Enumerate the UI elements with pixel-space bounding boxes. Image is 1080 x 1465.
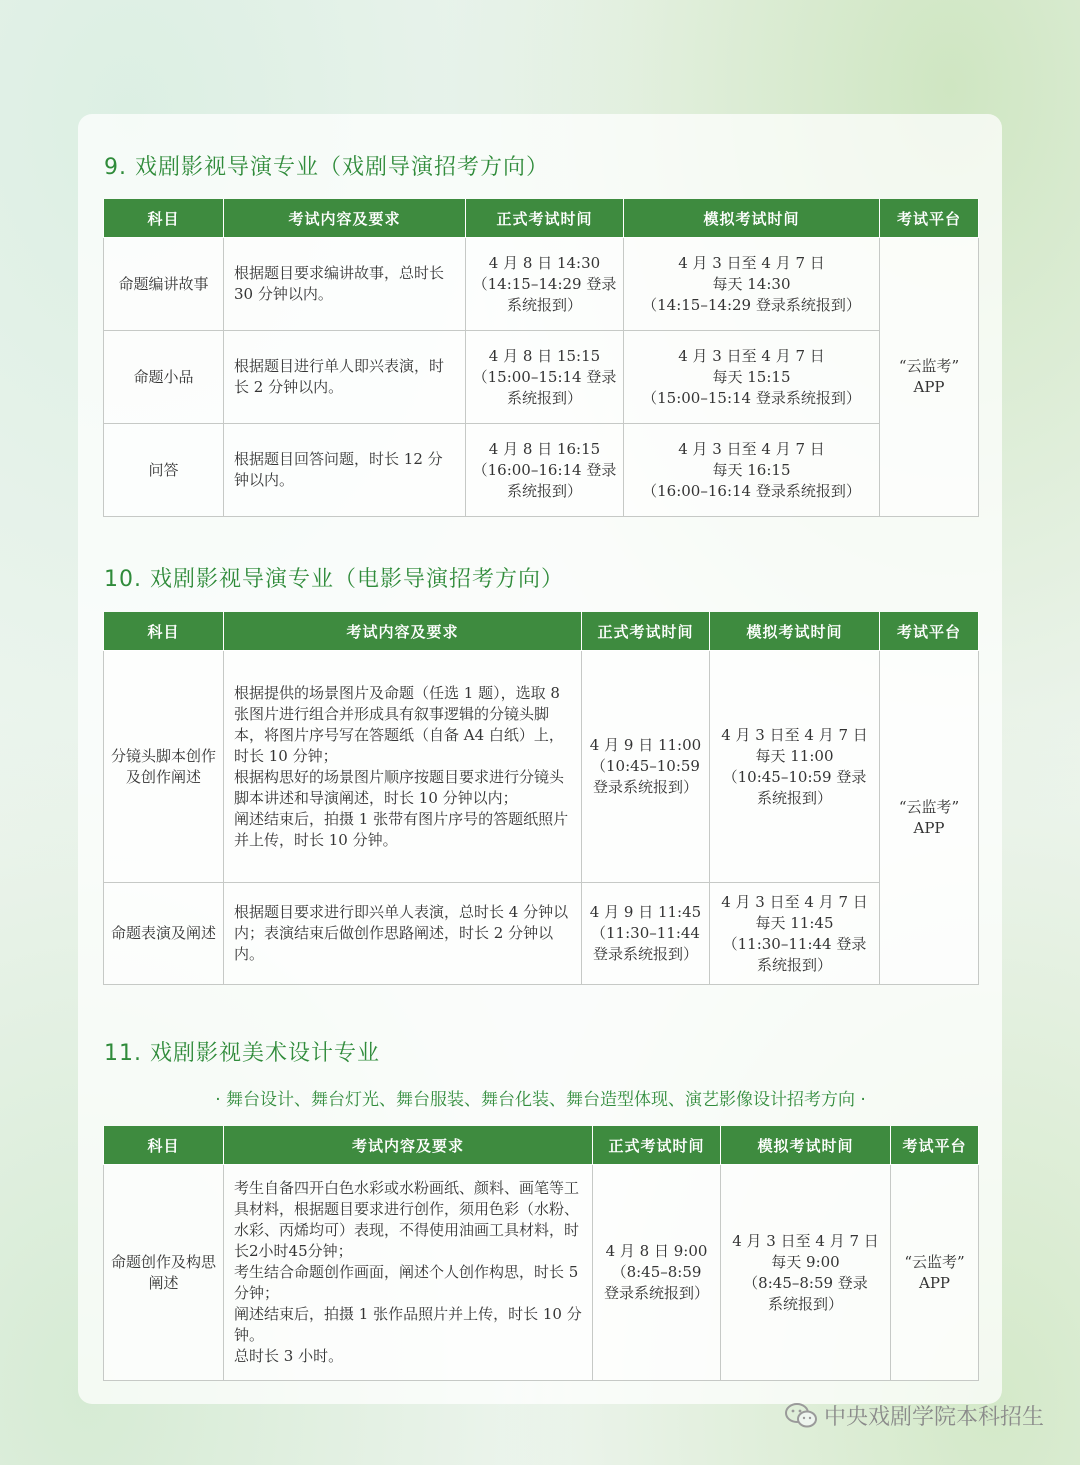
mock-time-cell: 4 月 3 日至 4 月 7 日 每天 14:30 （14:15–14:29 登录系统报到） xyxy=(624,238,880,331)
platform-cell: “云监考” APP xyxy=(880,238,979,517)
header-formal-time: 正式考试时间 xyxy=(466,199,624,238)
content-cell: 根据题目要求编讲故事，总时长 30 分钟以内。 xyxy=(224,238,466,331)
table-row xyxy=(104,651,979,883)
mock-time-cell: 4 月 3 日至 4 月 7 日 每天 11:45 （11:30–11:44 登录 系统报到） xyxy=(710,883,880,985)
subject-cell: 命题表演及阐述 xyxy=(104,883,224,985)
subject-cell: 命题小品 xyxy=(104,331,224,424)
formal-time-cell: 4 月 9 日 11:00 （10:45–10:59 登录系统报到） xyxy=(582,651,710,883)
table-header-row xyxy=(104,199,979,238)
subject-cell: 命题编讲故事 xyxy=(104,238,224,331)
subject-cell: 命题创作及构思阐述 xyxy=(104,1165,224,1381)
table-row xyxy=(104,883,979,985)
platform-cell: “云监考” APP xyxy=(891,1165,979,1381)
mock-time-cell: 4 月 3 日至 4 月 7 日 每天 16:15 （16:00–16:14 登录系统报到） xyxy=(624,424,880,517)
header-formal-time: 正式考试时间 xyxy=(582,612,710,651)
subject-cell: 分镜头脚本创作及创作阐述 xyxy=(104,651,224,883)
platform-cell: “云监考” APP xyxy=(880,651,979,985)
mock-time-cell: 4 月 3 日至 4 月 7 日 每天 15:15 （15:00–15:14 登录系统报到） xyxy=(624,331,880,424)
table-header-row xyxy=(104,1126,979,1165)
header-content: 考试内容及要求 xyxy=(224,199,466,238)
section-11-subtitle: · 舞台设计、舞台灯光、舞台服装、舞台化装、舞台造型体现、演艺影像设计招考方向 · xyxy=(215,1090,866,1110)
wechat-watermark xyxy=(784,1400,1044,1431)
header-mock-time: 模拟考试时间 xyxy=(721,1126,891,1165)
section-10-table xyxy=(103,612,979,985)
header-formal-time: 正式考试时间 xyxy=(593,1126,721,1165)
formal-time-cell: 4 月 8 日 15:15 （15:00–15:14 登录 系统报到） xyxy=(466,331,624,424)
table-row xyxy=(104,238,979,331)
content-cell: 根据提供的场景图片及命题（任选 1 题），选取 8 张图片进行组合并形成具有叙事逻辑的分镜头脚本，将图片序号写在答题纸（自备 A4 白纸）上，时长 10 分钟； 根据构思好的场景图片顺序按题目要求进行分镜头脚本讲述和导演阐述，时长 10 分钟以内； 阐述结束后，拍摄 1 张带有图片序号的答题纸照片并上传，时长 10 分钟。 xyxy=(224,651,582,883)
mock-time-cell: 4 月 3 日至 4 月 7 日 每天 11:00 （10:45–10:59 登录 系统报到） xyxy=(710,651,880,883)
content-cell: 考生自备四开白色水彩或水粉画纸、颜料、画笔等工具材料，根据题目要求进行创作，须用色彩（水粉、水彩、丙烯均可）表现，不得使用油画工具材料，时长2小时45分钟； 考生结合命题创作画面，阐述个人创作构思，时长 5 分钟； 阐述结束后，拍摄 1 张作品照片并上传，时长 10 分钟。 总时长 3 小时。 xyxy=(224,1165,593,1381)
table-row xyxy=(104,424,979,517)
header-platform: 考试平台 xyxy=(891,1126,979,1165)
header-content: 考试内容及要求 xyxy=(224,1126,593,1165)
mock-time-cell: 4 月 3 日至 4 月 7 日 每天 9:00 （8:45–8:59 登录 系统报到） xyxy=(721,1165,891,1381)
formal-time-cell: 4 月 8 日 16:15 （16:00–16:14 登录 系统报到） xyxy=(466,424,624,517)
header-platform: 考试平台 xyxy=(880,612,979,651)
formal-time-cell: 4 月 8 日 14:30 （14:15–14:29 登录 系统报到） xyxy=(466,238,624,331)
table-row xyxy=(104,331,979,424)
header-subject: 科目 xyxy=(104,199,224,238)
header-subject: 科目 xyxy=(104,612,224,651)
subject-cell: 问答 xyxy=(104,424,224,517)
content-cell: 根据题目要求进行即兴单人表演，总时长 4 分钟以内；表演结束后做创作思路阐述，时长 2 分钟以内。 xyxy=(224,883,582,985)
section-10-title: 10. 戏剧影视导演专业（电影导演招考方向） xyxy=(104,567,564,592)
formal-time-cell: 4 月 9 日 11:45 （11:30–11:44 登录系统报到） xyxy=(582,883,710,985)
table-row xyxy=(104,1165,979,1381)
content-cell: 根据题目回答问题，时长 12 分钟以内。 xyxy=(224,424,466,517)
section-11-table xyxy=(103,1126,979,1381)
section-9-table xyxy=(103,199,979,517)
header-mock-time: 模拟考试时间 xyxy=(624,199,880,238)
formal-time-cell: 4 月 8 日 9:00 （8:45–8:59 登录系统报到） xyxy=(593,1165,721,1381)
watermark-text: 中央戏剧学院本科招生 xyxy=(823,1405,1044,1430)
content-cell: 根据题目进行单人即兴表演，时长 2 分钟以内。 xyxy=(224,331,466,424)
section-11-title: 11. 戏剧影视美术设计专业 xyxy=(104,1041,380,1066)
header-content: 考试内容及要求 xyxy=(224,612,582,651)
section-9-title: 9. 戏剧影视导演专业（戏剧导演招考方向） xyxy=(104,155,549,180)
wechat-icon xyxy=(784,1402,818,1430)
table-header-row xyxy=(104,612,979,651)
header-subject: 科目 xyxy=(104,1126,224,1165)
header-platform: 考试平台 xyxy=(880,199,979,238)
header-mock-time: 模拟考试时间 xyxy=(710,612,880,651)
